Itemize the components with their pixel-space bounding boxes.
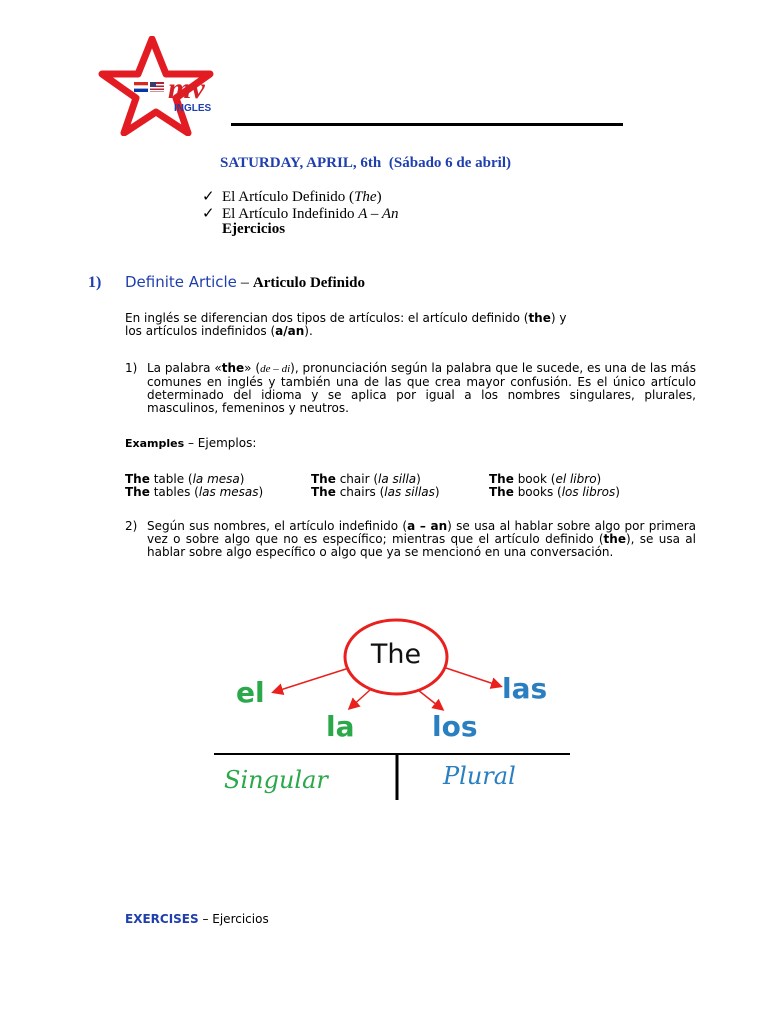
date-english: SATURDAY, APRIL, 6th	[220, 155, 382, 171]
checklist-item: ✓ El Artículo Indefinido A – An	[202, 206, 399, 222]
date-spanish: (Sábado 6 de abril)	[388, 155, 512, 171]
example-cell: The table (la mesa)	[125, 472, 245, 486]
item-2-paragraph: Según sus nombres, el artículo indefinido (a – an) se usa al hablar sobre algo por primera vez o sobre algo que no es específico; mientras que el artículo definido (the), se usa al hablar sobre algo específico o algo que ya se mencionó en una conversación.	[147, 519, 696, 559]
plural-label: Plural	[443, 762, 516, 790]
example-cell: The chair (la silla)	[311, 472, 421, 486]
the-label: The	[370, 639, 422, 670]
checkmark-icon: ✓	[202, 206, 215, 222]
checkmark-icon: ✓	[202, 189, 215, 205]
arrow-to-las	[446, 668, 500, 686]
exercises-heading: EXERCISES – Ejercicios	[125, 912, 269, 926]
examples-heading: Examples – Ejemplos:	[125, 436, 257, 450]
mv-ingles-logo	[88, 36, 238, 136]
checklist-item: ✓ El Artículo Definido (The)	[202, 189, 382, 205]
example-cell: The tables (las mesas)	[125, 485, 264, 499]
arrow-to-los	[418, 690, 442, 709]
logo-brand-text: mv	[168, 72, 205, 105]
singular-label: Singular	[224, 766, 328, 794]
list-number: 1)	[125, 361, 138, 375]
example-cell: The books (los libros)	[489, 485, 620, 499]
section-heading	[88, 272, 365, 292]
article-diagram	[210, 610, 580, 810]
arrow-to-la	[350, 690, 370, 708]
item-1-paragraph: La palabra «the» (de – di), pronunciación según la palabra que le sucede, es una de las más comunes en inglés y también una de las que crea mayor confusión. Es el único artículo determinado del idioma y se aplica por igual a los nombres singulares, plurales, masculinos, femeninos y neutros.	[147, 361, 697, 415]
section-title: Definite Article – Articulo Definido	[125, 273, 365, 291]
example-cell: The book (el libro)	[489, 472, 602, 486]
las-label: las	[502, 672, 548, 705]
arrow-to-el	[274, 668, 349, 692]
header-rule	[231, 123, 623, 126]
list-number: 2)	[125, 519, 138, 533]
section-number: 1)	[88, 274, 102, 291]
el-label: el	[236, 676, 265, 709]
los-label: los	[432, 710, 478, 743]
example-cell: The chairs (las sillas)	[311, 485, 440, 499]
page-date	[220, 155, 511, 172]
logo-sub-text: INGLES	[174, 103, 212, 114]
checklist-exercises-label: Ejercicios	[222, 221, 286, 237]
intro-paragraph: En inglés se diferencian dos tipos de artículos: el artículo definido (the) y los artículos indefinidos (a/an).	[125, 311, 567, 338]
la-label: la	[326, 710, 355, 743]
